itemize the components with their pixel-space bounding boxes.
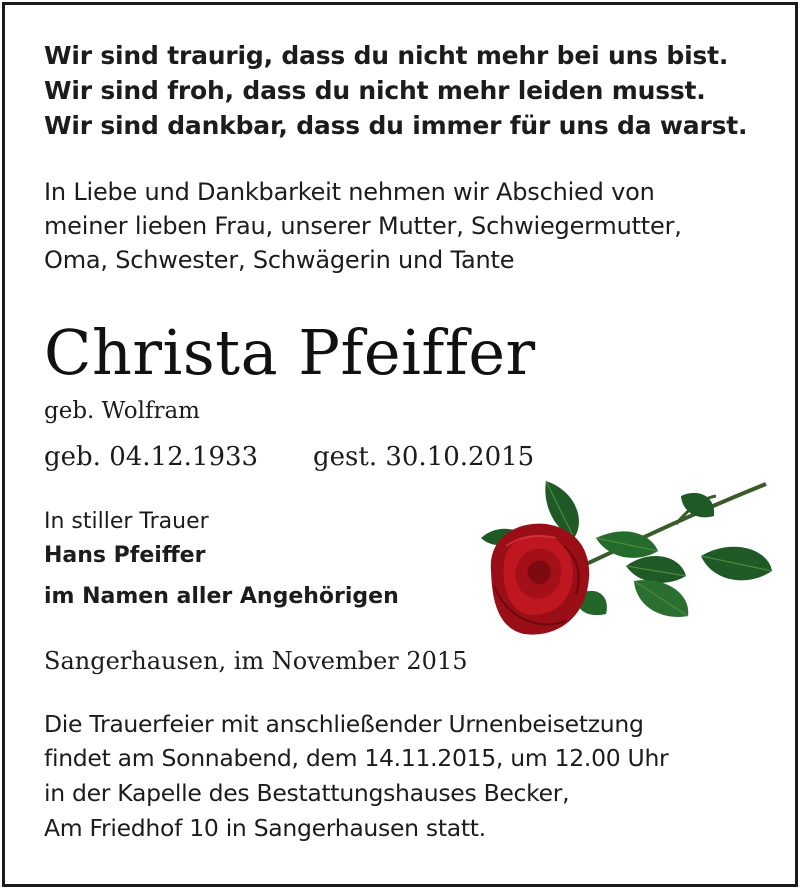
ceremony-line-4: Am Friedhof 10 in Sangerhausen statt. — [44, 814, 486, 842]
ceremony-line-3: in der Kapelle des Bestattungshauses Becker, — [44, 779, 570, 807]
quote-line-1: Wir sind traurig, dass du nicht mehr bei uns bist. — [44, 41, 729, 70]
death-date: gest. 30.10.2015 — [313, 442, 535, 472]
mourner-relatives: im Namen aller Angehörigen — [44, 584, 399, 609]
deceased-name: Christa Pfeiffer — [44, 316, 536, 389]
red-rose-icon — [476, 476, 776, 648]
intro-line-2: meiner lieben Frau, unserer Mutter, Schwiegermutter, — [44, 212, 682, 240]
intro-line-1: In Liebe und Dankbarkeit nehmen wir Abschied von — [44, 178, 655, 206]
mourners-intro: In stiller Trauer — [44, 509, 209, 534]
place-date: Sangerhausen, im November 2015 — [44, 647, 468, 675]
ceremony-line-2: findet am Sonnabend, dem 14.11.2015, um 12.00 Uhr — [44, 744, 669, 772]
quote-line-2: Wir sind froh, dass du nicht mehr leiden musst. — [44, 76, 706, 105]
birth-date: geb. 04.12.1933 — [44, 442, 259, 472]
quote-line-3: Wir sind dankbar, dass du immer für uns da warst. — [44, 111, 748, 140]
maiden-name: geb. Wolfram — [44, 398, 200, 424]
ceremony-line-1: Die Trauerfeier mit anschließender Urnenbeisetzung — [44, 710, 644, 738]
intro-line-3: Oma, Schwester, Schwägerin und Tante — [44, 246, 515, 274]
mourner-name: Hans Pfeiffer — [44, 543, 206, 568]
